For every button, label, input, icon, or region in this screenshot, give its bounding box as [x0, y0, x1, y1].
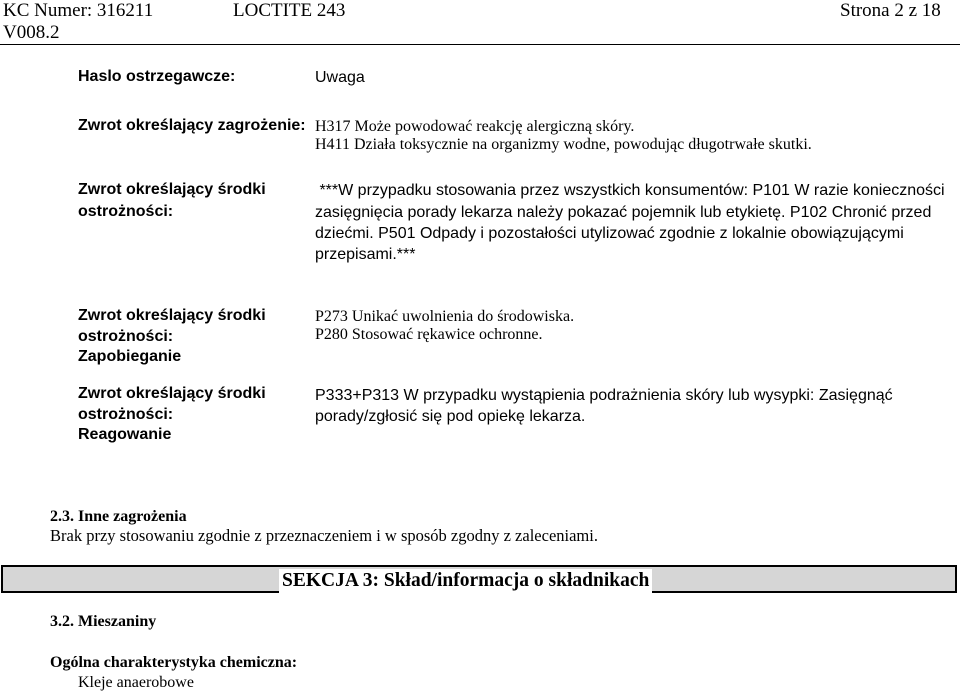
precautionary-text-line1: ***W przypadku stosowania przez wszystkich konsumentów: P101 W razie konieczności: [315, 182, 945, 199]
product-name: LOCTITE 243: [233, 0, 346, 21]
hazard-statement-h411: H411 Działa toksycznie na organizmy wodne, powodując długotrwałe skutki.: [315, 136, 812, 153]
page-number: Strona 2 z 18: [840, 0, 941, 21]
signal-word-label: Haslo ostrzegawcze:: [78, 68, 236, 85]
response-label-line2: ostrożności:: [78, 406, 174, 423]
general-chemical-value: Kleje anaerobowe: [78, 674, 194, 691]
version: V008.2: [3, 22, 60, 43]
signal-word-value: Uwaga: [315, 69, 365, 86]
prevention-p273: P273 Unikać uwolnienia do środowiska.: [315, 308, 575, 325]
precautionary-label-line2: ostrożności:: [78, 203, 174, 220]
response-label-line1: Zwrot określający środki: [78, 385, 266, 402]
hazard-statement-h317: H317 Może powodować reakcję alergiczną skóry.: [315, 118, 635, 135]
hazard-statements-label: Zwrot określający zagrożenie:: [78, 117, 306, 134]
mixtures-heading: 3.2. Mieszaniny: [50, 613, 157, 630]
other-hazards-text: Brak przy stosowaniu zgodnie z przeznaczeniem i w sposób zgodny z zaleceniami.: [50, 526, 598, 545]
response-p333-line1: P333+P313 W przypadku wystąpienia podrażnienia skóry lub wysypki: Zasięgnąć: [315, 387, 893, 404]
other-hazards-heading: 2.3. Inne zagrożenia: [50, 508, 187, 525]
prevention-p280: P280 Stosować rękawice ochronne.: [315, 326, 543, 343]
precautionary-text-line4: przepisami.***: [315, 246, 416, 263]
prevention-label-line3: Zapobieganie: [78, 348, 182, 365]
response-p333-line2: porady/zgłosić się pod opiekę lekarza.: [315, 408, 586, 425]
response-label-line3: Reagowanie: [78, 426, 172, 443]
header-divider: [0, 44, 960, 45]
kc-number: KC Numer: 316211: [3, 0, 154, 21]
general-chemical-label: Ogólna charakterystyka chemiczna:: [50, 654, 298, 671]
precautionary-text-line2: zasięgnięcia porady lekarza należy pokazać pojemnik lub etykietę. P102 Chronić przed: [315, 204, 932, 221]
precautionary-text-line3: dziećmi. P501 Odpady i pozostałości utylizować zgodnie z lokalnie obowiązującymi: [315, 225, 904, 242]
prevention-label-line2: ostrożności:: [78, 328, 174, 345]
prevention-label-line1: Zwrot określający środki: [78, 307, 266, 324]
precautionary-label-line1: Zwrot określający środki: [78, 181, 266, 198]
section3-title: SEKCJA 3: Skład/informacja o składnikach: [279, 569, 652, 593]
